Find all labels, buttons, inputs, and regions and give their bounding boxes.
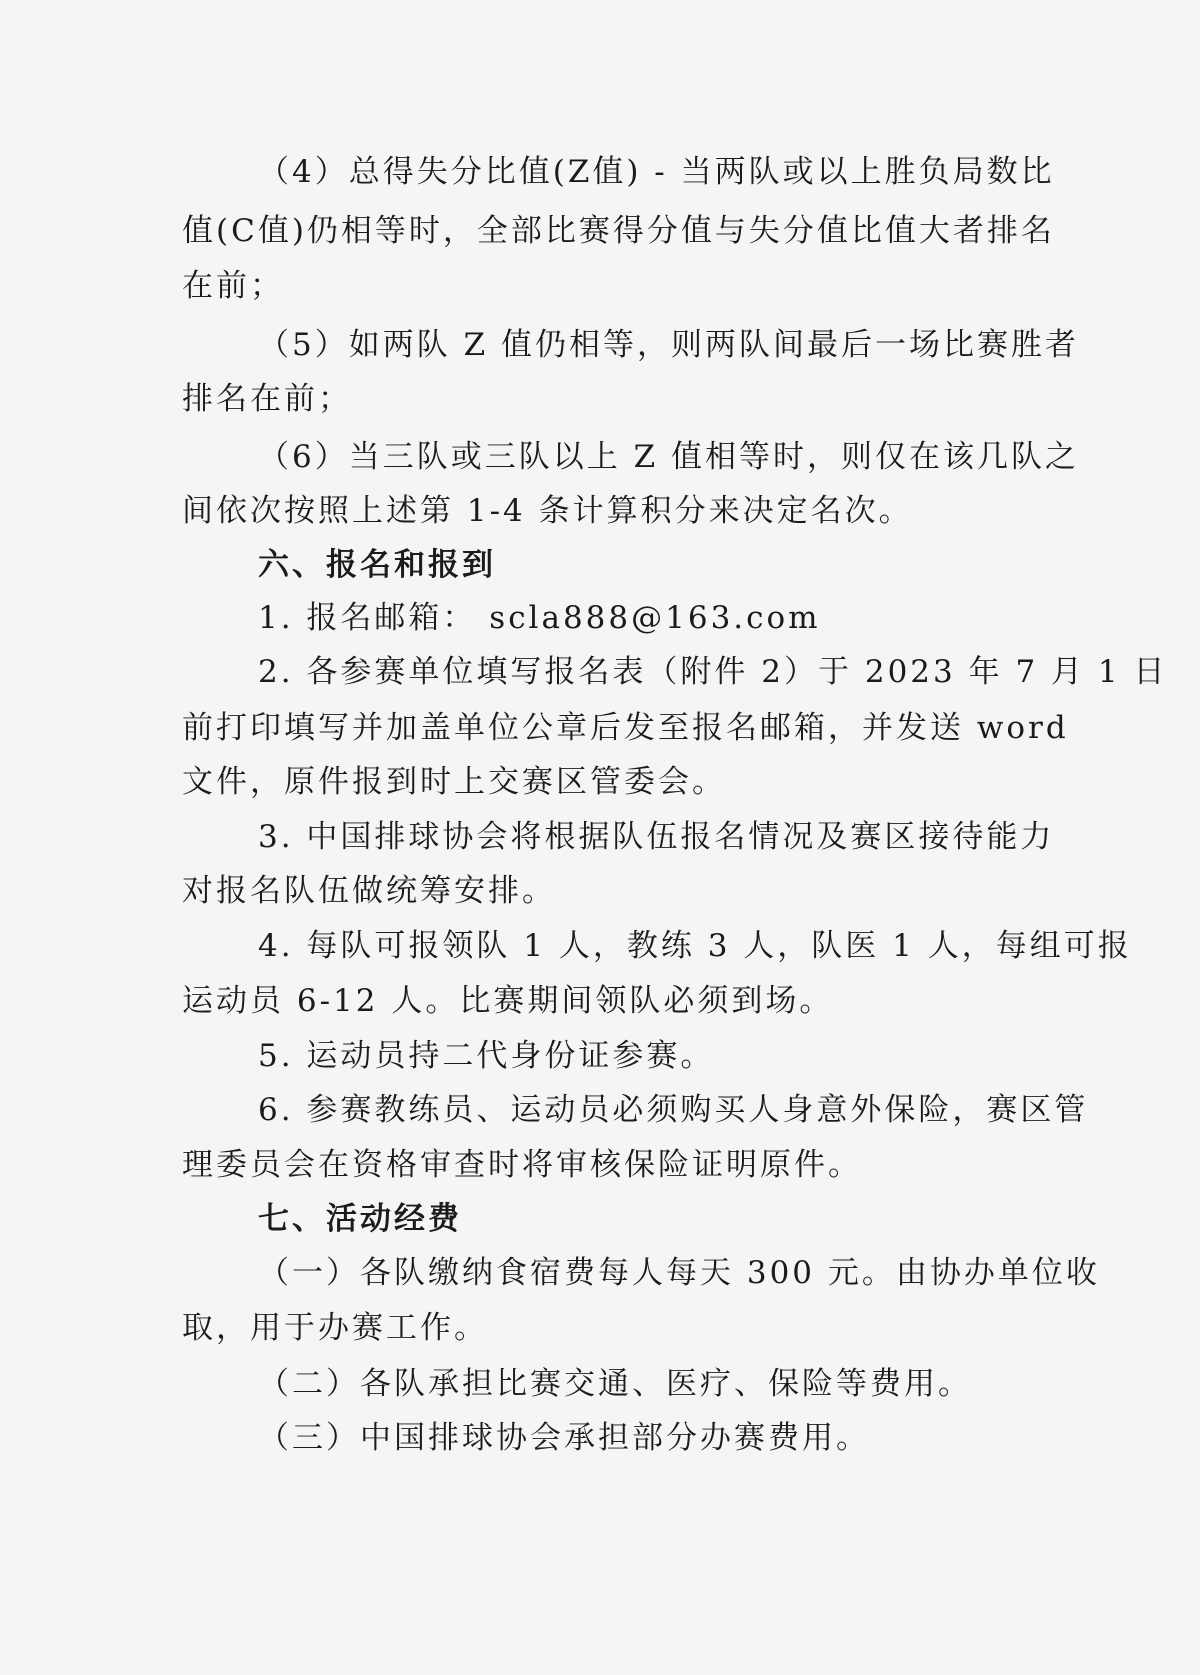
rule-6-line-2: 间依次按照上述第 1-4 条计算积分来决定名次。 (182, 493, 913, 529)
fee-1-line-2: 取，用于办赛工作。 (182, 1310, 488, 1346)
rule-5-line-2: 排名在前； (182, 381, 352, 417)
item-6-line-1: 6. 参赛教练员、运动员必须购买人身意外保险，赛区管 (258, 1092, 1089, 1128)
item-4-line-2: 运动员 6-12 人。比赛期间领队必须到场。 (182, 983, 834, 1019)
rule-4-line-3: 在前； (182, 268, 284, 304)
item-5-line-1: 5. 运动员持二代身份证参赛。 (258, 1038, 715, 1074)
rule-4-line-1: （4）总得失分比值(Z值) - 当两队或以上胜负局数比 (258, 154, 1055, 190)
item-6-line-2: 理委员会在资格审查时将审核保险证明原件。 (182, 1147, 862, 1183)
fee-2-line-1: （二）各队承担比赛交通、医疗、保险等费用。 (258, 1366, 972, 1402)
item-2-line-2: 前打印填写并加盖单位公章后发至报名邮箱，并发送 word (182, 710, 1069, 746)
fee-1-line-1: （一）各队缴纳食宿费每人每天 300 元。由协办单位收 (258, 1255, 1100, 1291)
item-4-line-1: 4. 每队可报领队 1 人，教练 3 人，队医 1 人，每组可报 (258, 928, 1132, 964)
rule-5-line-1: （5）如两队 Z 值仍相等，则两队间最后一场比赛胜者 (258, 327, 1079, 363)
item-2-line-1: 2. 各参赛单位填写报名表（附件 2）于 2023 年 7 月 1 日 (258, 654, 1168, 690)
item-3-line-2: 对报名队伍做统筹安排。 (182, 873, 556, 909)
item-3-line-1: 3. 中国排球协会将根据队伍报名情况及赛区接待能力 (258, 819, 1055, 855)
rule-6-line-1: （6）当三队或三队以上 Z 值相等时，则仅在该几队之 (258, 439, 1079, 475)
section-6-heading: 六、报名和报到 (258, 547, 496, 583)
fee-3-line-1: （三）中国排球协会承担部分办赛费用。 (258, 1420, 870, 1456)
rule-4-line-2: 值(C值)仍相等时，全部比赛得分值与失分值比值大者排名 (182, 213, 1055, 249)
section-7-heading: 七、活动经费 (258, 1201, 462, 1237)
item-1-line-1: 1. 报名邮箱： scla888@163.com (258, 600, 821, 636)
item-2-line-3: 文件，原件报到时上交赛区管委会。 (182, 764, 726, 800)
